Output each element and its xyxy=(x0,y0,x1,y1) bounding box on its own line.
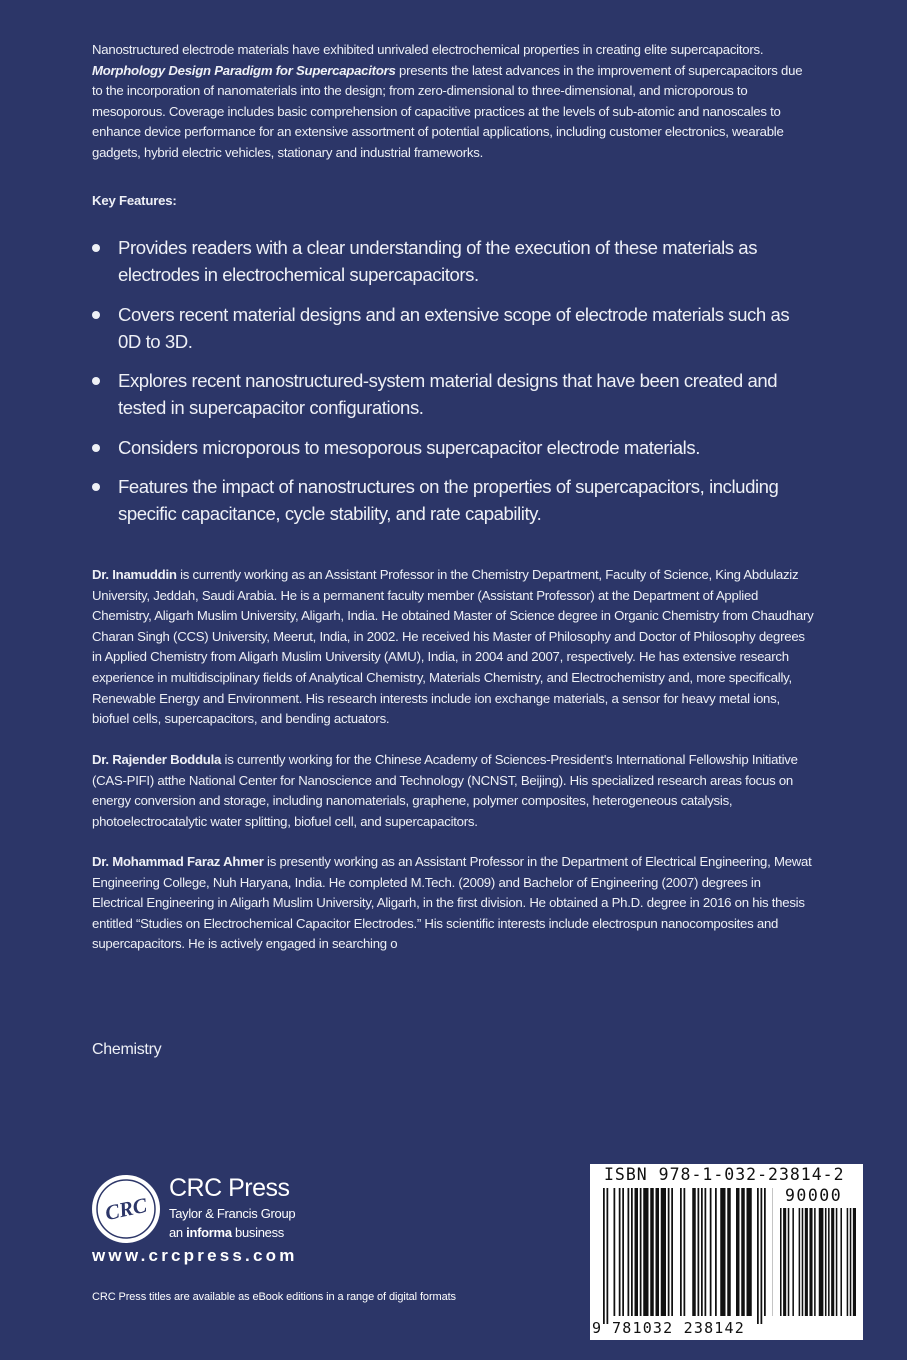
isbn-label: ISBN 978-1-032-23814-2 xyxy=(604,1165,845,1184)
barcode-bar xyxy=(805,1208,808,1316)
author-bio-text: is presently working as an Assistant Professor in the Department of Electrical Engineering, Mewat Engineering College, Nuh Haryana, India. He completed M.Tech. (2009) and Bachelor of Engineering (2007) degrees in Electrical Engineering in Aligarh Muslim University, Aligarh, in the first division. He obtained a Ph.D. degree in 2016 on his thesis entitled “Studies on Electrochemical Capacitor Electrodes.” His scientific interests include electrospun nanocomposites and supercapacitors. He is actively engaged in searching o xyxy=(92,854,812,952)
barcode-bar xyxy=(840,1208,842,1316)
barcode-bar xyxy=(761,1188,763,1324)
barcode-bar xyxy=(853,1208,856,1316)
intro-text-2: presents the latest advances in the improvement of supercapacitors due to the incorporation of nanomaterials into the design; from zero-dimensional to three-dimensional, and microporous to mesoporous. Coverage includes basic comprehension of capacitive practices at the levels of sub-atomic and nanoscales to enhance device performance for an extensive assortment of potential applications, including customer electronics, wearable gadgets, hybrid electric vehicles, stationary and industrial frameworks. xyxy=(92,62,803,160)
bullet-icon xyxy=(92,311,100,319)
barcode-bar xyxy=(757,1188,759,1324)
barcode-bar xyxy=(802,1208,804,1316)
ean-barcode xyxy=(603,1188,773,1326)
feature-text: Features the impact of nanostructures on the properties of supercapacitors, including specific capacitance, cycle stability, and rate capability. xyxy=(118,476,779,524)
bullet-icon xyxy=(92,244,100,252)
barcode-bar xyxy=(643,1188,648,1316)
barcode-bar xyxy=(819,1208,824,1316)
author-bio-text: is currently working for the Chinese Academy of Sciences-President's International Fellowship Initiative (CAS-PIFI) atthe National Center for Nanoscience and Technology (NCNST, Beijing). His specialized research areas focus on energy conversion and storage, including nanomaterials, graphene, polymer composites, heterogeneous catalysis, photoelectrocatalytic water splitting, biofuel cell, and supercapacitors. xyxy=(92,752,798,829)
subject-category: Chemistry xyxy=(92,1041,162,1058)
bullet-icon xyxy=(92,483,100,491)
barcode-bar xyxy=(715,1188,717,1316)
barcode-bar xyxy=(684,1188,686,1316)
author-bio-boddula xyxy=(92,750,814,832)
informa-word: informa xyxy=(186,1225,232,1240)
barcode-bar xyxy=(701,1188,703,1316)
key-features-heading: Key Features: xyxy=(92,193,177,208)
barcode-bar xyxy=(850,1208,852,1316)
author-bio-text: is currently working as an Assistant Professor in the Chemistry Department, Faculty of Science, King Abdulaziz University, Jeddah, Saudi Arabia. He is a permanent faculty member (Assistant Professor) at the Department of Applied Chemistry, Aligarh Muslim University, Aligarh, India. He obtained Master of Science degree in Organic Chemistry from Chaudhary Charan Singh (CCS) University, Meerut, India, in 2002. He received his Master of Philosophy and Doctor of Philosophy degrees in Applied Chemistry from Aligarh Muslim University (AMU), India, in 2004 and 2007, respectively. He has extensive research experience in multidisciplinary fields of Analytical Chemistry, Materials Chemistry, and Electrochemistry and, more specifically, Renewable Energy and Environment. His research interests include ion exchange materials, a sensor for heavy metal ions, biofuel cells, supercapacitors, and bending actuators. xyxy=(92,567,814,727)
barcode-bar xyxy=(809,1208,812,1316)
ebook-note: CRC Press titles are available as eBook editions in a range of digital formats xyxy=(92,1291,456,1303)
barcode-first-digit: 9 xyxy=(592,1319,602,1337)
crc-logo-text: CRC xyxy=(102,1192,150,1226)
barcode-bar xyxy=(792,1208,794,1316)
barcode-bar xyxy=(825,1208,827,1316)
barcode-bar xyxy=(747,1188,752,1316)
author-bio-inamuddin xyxy=(92,565,814,730)
feature-text: Explores recent nanostructured-system material designs that have been created and tested in supercapacitor configurations. xyxy=(118,370,778,418)
barcode-bar xyxy=(628,1188,630,1316)
barcode-bar xyxy=(640,1188,642,1316)
feature-item xyxy=(92,234,814,288)
feature-item xyxy=(92,473,814,527)
barcode-bar xyxy=(764,1188,766,1316)
barcode-bar xyxy=(614,1188,616,1316)
barcode-bar xyxy=(622,1188,624,1316)
supplemental-barcode xyxy=(780,1208,856,1326)
feature-item xyxy=(92,301,814,355)
barcode-bar xyxy=(783,1208,786,1316)
publisher-url: www.crcpress.com xyxy=(92,1246,298,1265)
price-code: 90000 xyxy=(785,1186,843,1205)
informa-prefix: an xyxy=(169,1225,187,1240)
barcode-bar xyxy=(680,1188,682,1316)
barcode-bar xyxy=(668,1188,670,1316)
informa-suffix: business xyxy=(231,1225,284,1240)
feature-item xyxy=(92,434,814,461)
barcode-bar xyxy=(831,1208,834,1316)
barcode-bar xyxy=(836,1208,838,1316)
barcode-bar xyxy=(814,1208,816,1316)
barcode-bar xyxy=(727,1188,731,1316)
barcode-bar xyxy=(705,1188,707,1316)
publisher-name: CRC Press xyxy=(169,1174,290,1202)
author-bio-ahmer xyxy=(92,852,814,955)
barcode-digits: 781032 238142 xyxy=(612,1319,745,1337)
feature-text: Covers recent material designs and an extensive scope of electrode materials such as 0D to 3D. xyxy=(118,303,790,352)
barcode-bar xyxy=(698,1188,700,1316)
barcode-bar xyxy=(635,1188,639,1316)
barcode-bar xyxy=(656,1188,660,1316)
barcode-bar xyxy=(661,1188,666,1316)
barcode-bar xyxy=(631,1188,633,1316)
barcode-bar xyxy=(828,1208,830,1316)
barcode-bar xyxy=(780,1208,782,1316)
feature-item xyxy=(92,367,814,421)
author-name: Dr. Inamuddin xyxy=(92,567,177,582)
crc-logo-icon xyxy=(91,1174,161,1244)
barcode-bar xyxy=(720,1188,725,1316)
barcode-bar xyxy=(619,1188,621,1316)
barcode-bar xyxy=(671,1188,673,1316)
barcode-bar xyxy=(799,1208,801,1316)
barcode-bar xyxy=(692,1188,696,1316)
author-name: Dr. Rajender Boddula xyxy=(92,752,222,767)
book-title: Morphology Design Paradigm for Supercapacitors xyxy=(92,62,396,78)
barcode-bar xyxy=(607,1188,609,1324)
barcode-bar xyxy=(847,1208,849,1316)
bullet-icon xyxy=(92,377,100,385)
barcode-bar xyxy=(741,1188,745,1316)
barcode-bar xyxy=(710,1188,712,1316)
feature-text: Provides readers with a clear understanding of the execution of these materials as electrodes in electrochemical supercapacitors. xyxy=(118,237,758,285)
bullet-icon xyxy=(92,444,100,452)
intro-paragraph xyxy=(92,40,814,164)
author-name: Dr. Mohammad Faraz Ahmer xyxy=(92,854,264,869)
feature-text: Considers microporous to mesoporous supercapacitor electrode materials. xyxy=(118,436,700,458)
publisher-group: Taylor & Francis Group xyxy=(169,1206,296,1221)
barcode-bar xyxy=(650,1188,654,1316)
key-features-list xyxy=(92,234,814,540)
publisher-informa-line xyxy=(169,1225,284,1240)
barcode-bar xyxy=(603,1188,605,1324)
intro-text-1: Nanostructured electrode materials have exhibited unrivaled electrochemical properties in creating elite supercapacitors. xyxy=(92,42,764,57)
barcode-bar xyxy=(788,1208,790,1316)
barcode-bar xyxy=(736,1188,740,1316)
